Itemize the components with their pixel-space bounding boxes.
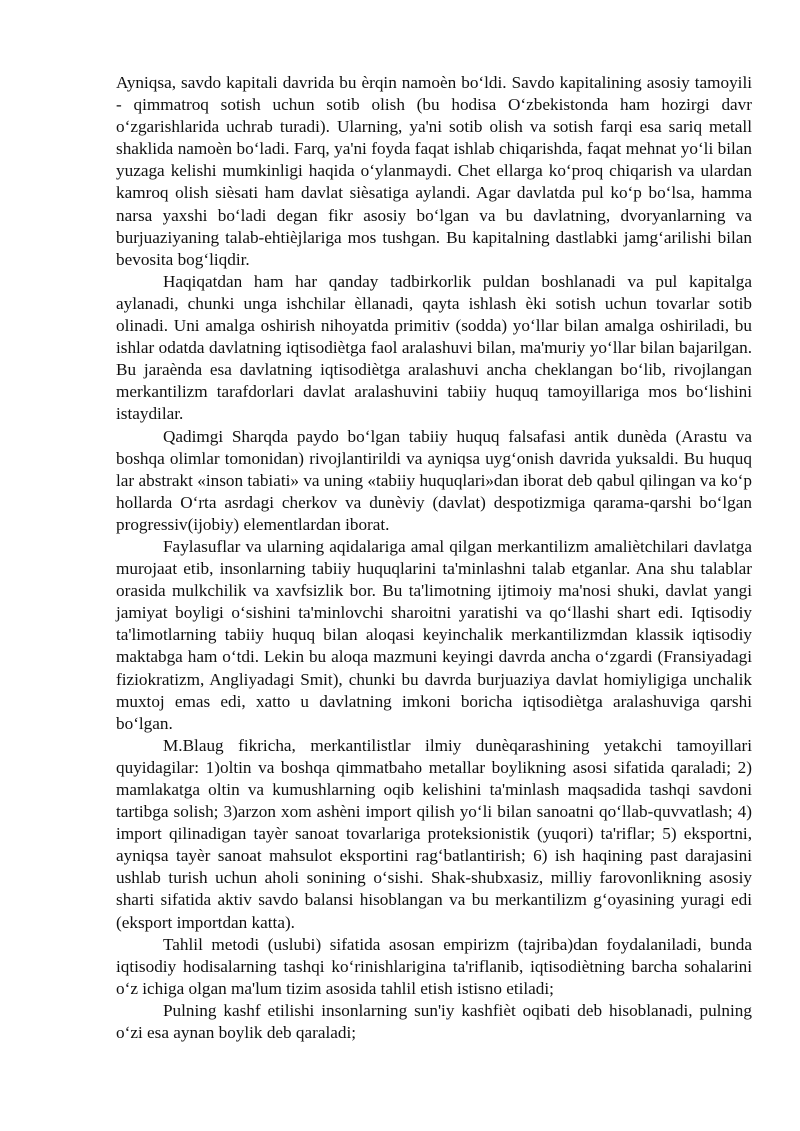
paragraph-6: Tahlil metodi (uslubi) sifatida asosan empirizm (tajriba)dan foydalaniladi, bunda iqtisodiy hodisalarning tashqi ko‘rinishlarigina ta'riflanib, iqtisodiètning barcha sohalarini o‘z ichiga olgan ma'lum tizim asosida tahlil etish istisno etiladi; bbox=[116, 934, 752, 998]
paragraph-2: Haqiqatdan ham har qanday tadbirkorlik puldan boshlanadi va pul kapitalga aylanadi, chunki unga ishchilar èllanadi, qayta ishlash èki sotish uchun tovarlar sotib olinadi. Uni amalga oshirish nihoyatda primitiv (sodda) yo‘llar bilan amalga oshiriladi, bu ishlar odatda davlatning iqtisodiètga faol aralashuvi bilan, ma'muriy yo‘llar bilan bajarilgan. Bu jaraènda esa davlatning iqtisodiètga aralashuvi ancha cheklangan bo‘lib, rivojlangan merkantilizm tarafdorlari davlat aralashuvini tabiiy huquq tamoyillariga mos bo‘lishini istaydilar. bbox=[116, 271, 752, 424]
paragraph-7: Pulning kashf etilishi insonlarning sun'iy kashfièt oqibati deb hisoblanadi, pulning o‘zi esa aynan boylik deb qaraladi; bbox=[116, 1000, 752, 1043]
paragraph-5: M.Blaug fikricha, merkantilistlar ilmiy dunèqarashining yetakchi tamoyillari quyidagilar: 1)oltin va boshqa qimmatbaho metallar boylikning asosi sifatida qaraladi; 2) mamlakatga oltin va kumushlarning oqib kelishini ta'minlash maqsadida tashqi savdoni tartibga solish; 3)arzon xom ashèni import qilish yo‘li bilan sanoatni qo‘llab-quvvatlash; 4) import qilinadigan tayèr sanoat tovarlariga proteksionistik (yuqori) ta'riflar; 5) eksportni, ayniqsa tayèr sanoat mahsulot eksportini rag‘batlantirish; 6) ish haqining past darajasini ushlab turish uchun aholi sonining o‘sishi. Shak-shubxasiz, milliy farovonlikning asosiy sharti sifatida aktiv savdo balansi hisoblangan va bu merkantilizm g‘oyasining yuragi edi (eksport importdan katta). bbox=[116, 735, 752, 932]
paragraph-3: Qadimgi Sharqda paydo bo‘lgan tabiiy huquq falsafasi antik dunèda (Arastu va boshqa olimlar tomonidan) rivojlantirildi va ayniqsa uyg‘onish davrida yuksaldi. Bu huquq lar abstrakt «inson tabiati» va uning «tabiiy huquqlari»dan iborat deb qabul qilingan va ko‘p hollarda O‘rta asrdagi cherkov va dunèviy (davlat) despotizmiga qarama-qarshi bo‘lgan progressiv(ijobiy) elementlardan iborat. bbox=[116, 426, 752, 534]
paragraph-1: Ayniqsa, savdo kapitali davrida bu èrqin namoèn bo‘ldi. Savdo kapitalining asosiy tamoyili - qimmatroq sotish uchun sotib olish (bu hodisa O‘zbekistonda ham hozirgi davr o‘zgarishlarida uchrab turadi). Ularning, ya'ni sotib olish va sotish farqi esa sariq metall shaklida namoèn bo‘ladi. Farq, ya'ni foyda faqat ishlab chiqarishda, faqat mehnat yo‘li bilan yuzaga kelishi mumkinligi haqida o‘ylanmaydi. Chet ellarga ko‘proq chiqarish va ulardan kamroq olish sièsati ham davlat sièsatiga aylandi. Agar davlatda pul ko‘p bo‘lsa, hamma narsa yaxshi bo‘ladi degan fikr asosiy bo‘lgan va bu davlatning, dvoryanlarning va burjuaziyaning talab-ehtièjlariga mos tushgan. Bu kapitalning dastlabki jamg‘arilishi bilan bevosita bog‘liqdir. bbox=[116, 73, 752, 269]
paragraph-4: Faylasuflar va ularning aqidalariga amal qilgan merkantilizm amaliètchilari davlatga murojaat etib, insonlarning tabiiy huquqlarini ta'minlashni talab etganlar. Ana shu talablar orasida mulkchilik va xavfsizlik bor. Bu ta'limotning ijtimoiy ma'nosi shuki, davlat yangi jamiyat boyligi o‘sishini ta'minlovchi sharoitni yaratishi va qo‘llashi shart edi. Iqtisodiy ta'limotlarning tabiiy huquq bilan aloqasi keyinchalik merkantilizmdan klassik iqtisodiy maktabga ham o‘tdi. Lekin bu aloqa mazmuni keyingi davrda ancha o‘zgardi (Fransiyadagi fiziokratizm, Angliyadagi Smit), chunki bu davrda burjuaziya davlat homiyligiga unchalik muxtoj emas edi, xatto u davlatning imkoni boricha iqtisodiètga aralashuviga qarshi bo‘lgan. bbox=[116, 536, 752, 733]
document-page bbox=[116, 72, 752, 1044]
